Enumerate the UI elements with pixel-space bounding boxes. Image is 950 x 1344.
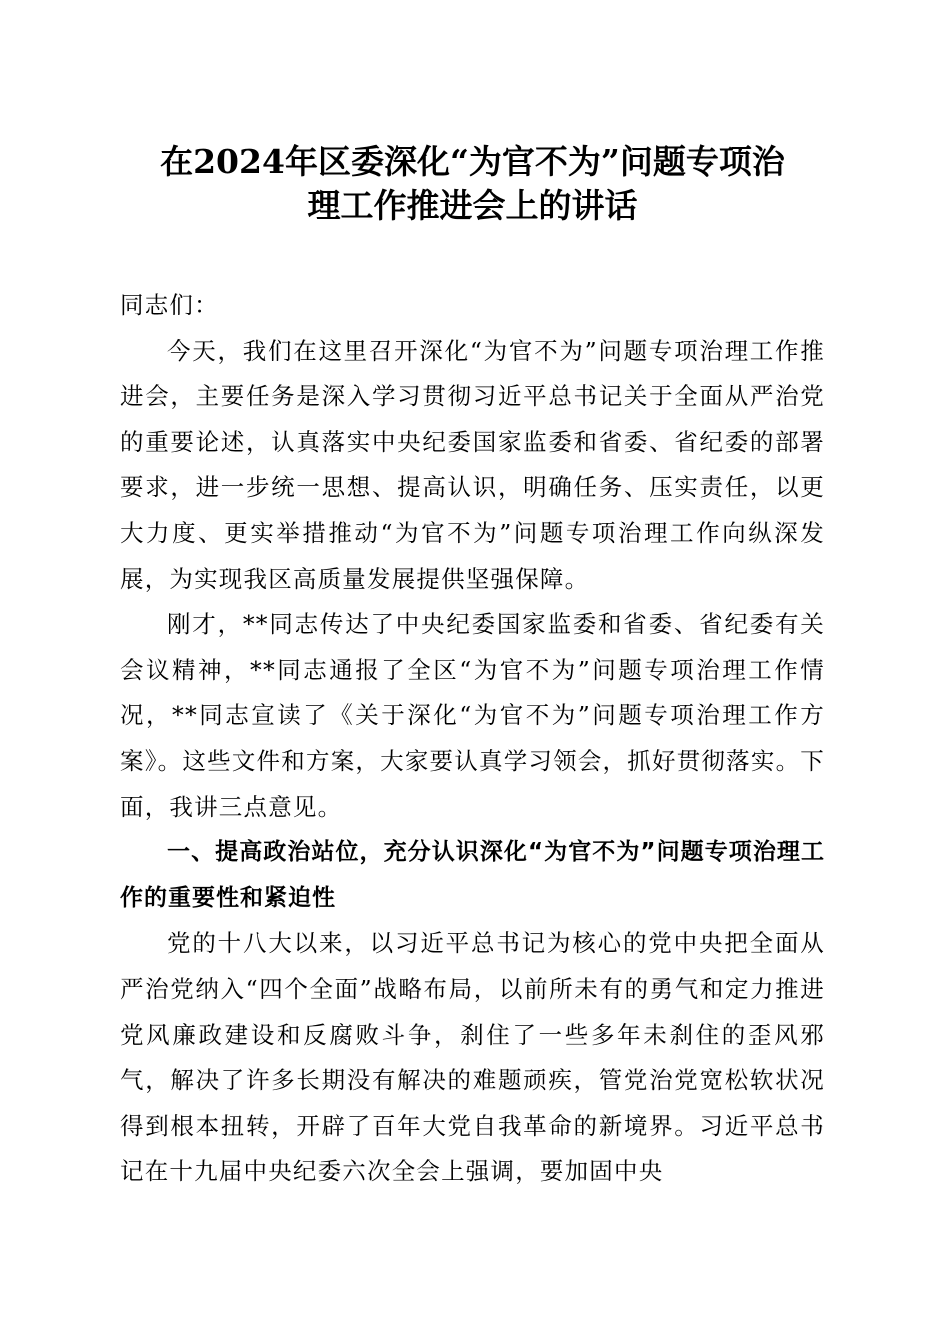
- document-page: [120, 0, 825, 1195]
- paragraph-briefing: 刚才，**同志传达了中央纪委国家监委和省委、省纪委有关会议精神，**同志通报了全区“为官不为”问题专项治理工作情况，**同志宣读了《关于深化“为官不为”问题专项治理工作方案》。这些文件和方案，大家要认真学习领会，抓好贯彻落实。下面，我讲三点意见。: [120, 610, 825, 821]
- document-title: [120, 140, 825, 228]
- greeting: 同志们：: [120, 291, 219, 319]
- title-line-1: 在2024年区委深化“为官不为”问题专项治: [160, 142, 785, 181]
- section-heading-1: 一、提高政治站位，充分认识深化“为官不为”问题专项治理工作的重要性和紧迫性: [120, 839, 825, 911]
- section-1-paragraph: 党的十八大以来，以习近平总书记为核心的党中央把全面从严治党纳入“四个全面”战略布局，以前所未有的勇气和定力推进党风廉政建设和反腐败斗争，刹住了一些多年未刹住的歪风邪气，解决了许多长期没有解决的难题顽疾，管党治党宽松软状况得到根本扭转，开辟了百年大党自我革命的新境界。习近平总书记在十九届中央纪委六次全会上强调，要加固中央: [120, 929, 825, 1186]
- title-line-2: 理工作推进会上的讲话: [307, 186, 638, 225]
- paragraph-opening: 今天，我们在这里召开深化“为官不为”问题专项治理工作推进会，主要任务是深入学习贯彻习近平总书记关于全面从严治党的重要论述，认真落实中央纪委国家监委和省委、省纪委的部署要求，进一步统一思想、提高认识，明确任务、压实责任，以更大力度、更实举措推动“为官不为”问题专项治理工作向纵深发展，为实现我区高质量发展提供坚强保障。: [120, 336, 825, 593]
